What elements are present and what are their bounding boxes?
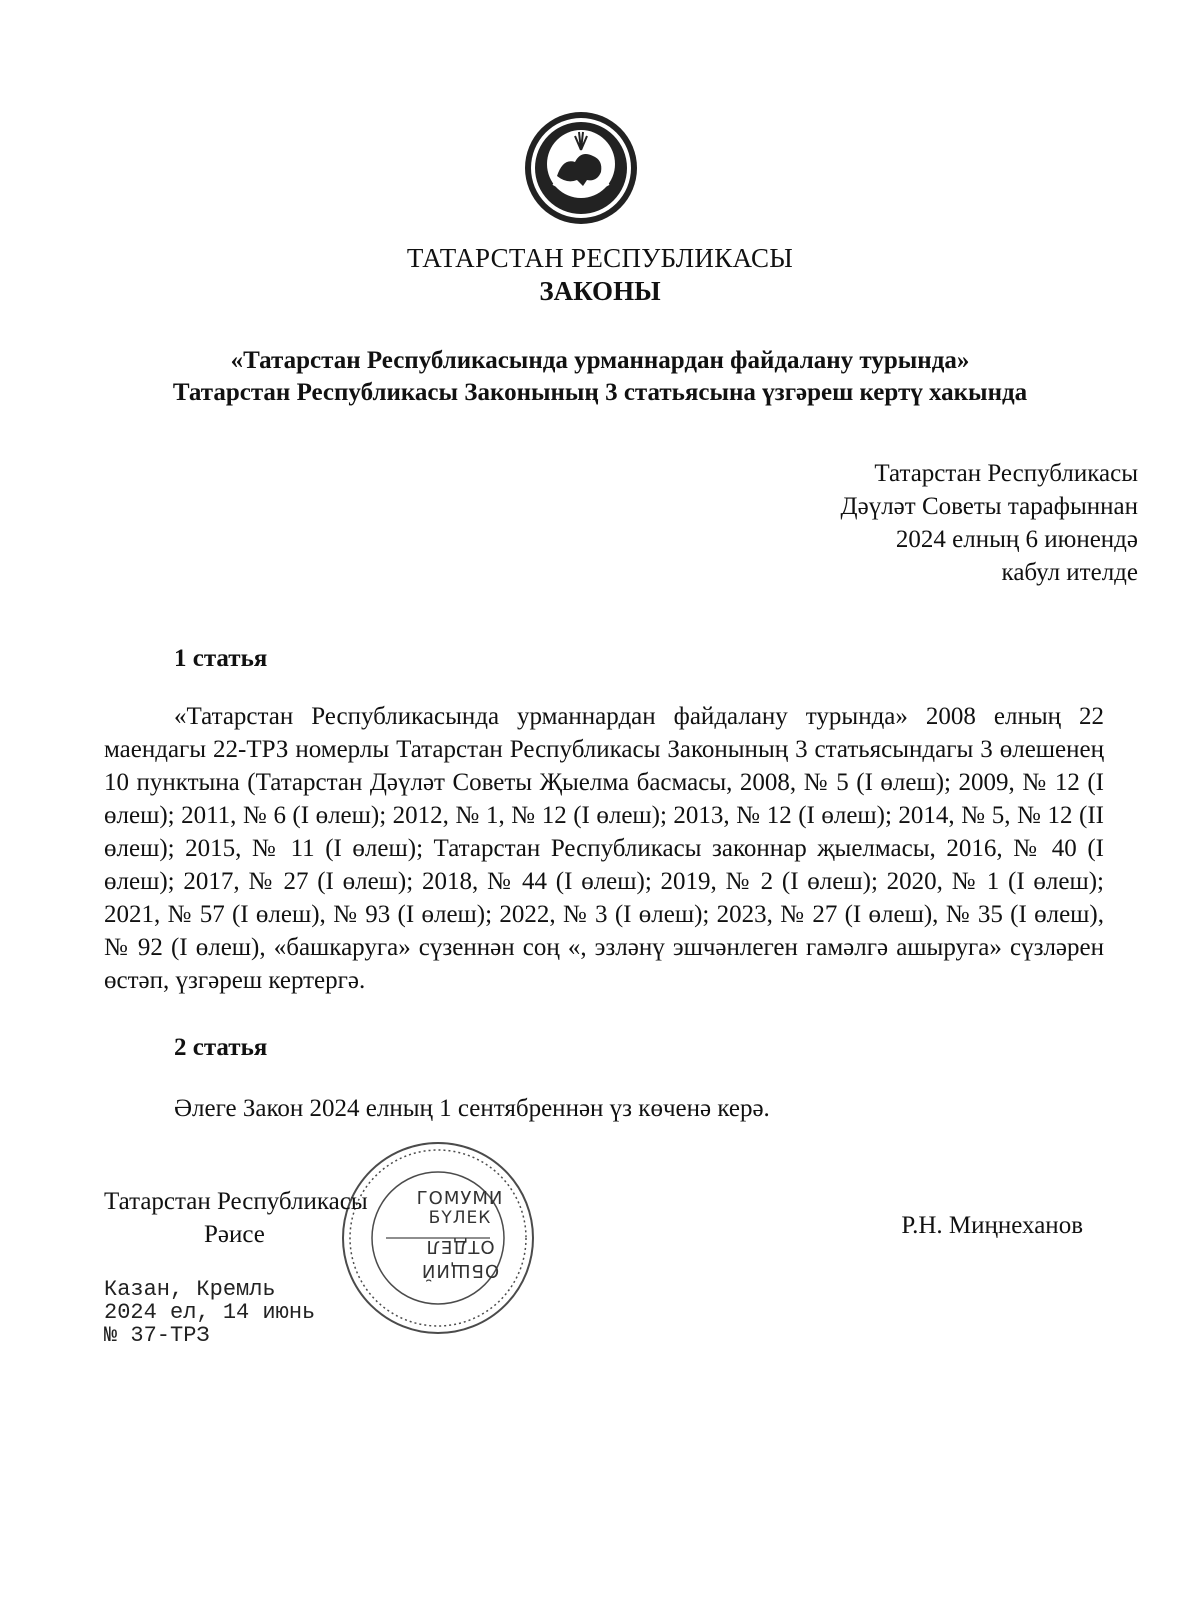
republic-heading: ТАТАРСТАН РЕСПУБЛИКАСЫ [406, 243, 794, 273]
stamp-line2: БҮЛЕК [428, 1208, 492, 1228]
law-title [0, 345, 1200, 409]
law-title-line2: Татарстан Республикасы Законының 3 статьясына үзгәреш кертү хакында [172, 379, 1028, 406]
footer-date: 2024 ел, 14 июнь [104, 1300, 316, 1325]
stamp-line3: ОТДЕЛ [425, 1236, 495, 1257]
adoption-line2: Дәүләт Советы тарафыннан [840, 493, 1138, 520]
adoption-line3: 2024 елның 6 июнендә [895, 526, 1138, 553]
signatory-position-line1: Татарстан Республикасы [104, 1188, 368, 1215]
adoption-note [841, 457, 1138, 589]
adoption-line4: кабул ителде [1001, 559, 1138, 586]
document-footer [104, 1278, 315, 1347]
signatory-position-line2: Рәисе [204, 1221, 265, 1248]
stamp-line4: ОБЩИЙ [420, 1260, 500, 1281]
law-heading: ЗАКОНЫ [539, 276, 661, 306]
signatory-position [104, 1185, 368, 1251]
footer-number: № 37-ТРЗ [104, 1323, 210, 1348]
article2-heading: 2 статья [174, 1034, 268, 1061]
signatory-name: Р.Н. Миңнеханов [901, 1212, 1083, 1239]
footer-place: Казан, Кремль [104, 1277, 276, 1302]
coat-of-arms-emblem [523, 110, 639, 226]
stamp-line1: ГОМУМИ [416, 1188, 504, 1209]
adoption-line1: Татарстан Республикасы [874, 460, 1138, 487]
article1-text: «Татарстан Республикасында урманнардан файдалану турында» 2008 елның 22 маендагы 22-ТРЗ номерлы Татарстан Республикасы Законының 3 статьясындагы 3 өлешенең 10 пунктына (Татарстан Дәүләт Советы Җыелма басмасы, 2008, № 5 (I өлеш); 2009, № 12 (I өлеш); 2011, № 6 (I өлеш); 2012, № 1, № 12 (I өлеш); 2013, № 12 (I өлеш); 2014, № 5, № 12 (II өлеш); 2015, № 11 (I өлеш); Татарстан Республикасы законнар җыелмасы, 2016, № 40 (I өлеш); 2017, № 27 (I өлеш); 2018, № 44 (I өлеш); 2019, № 2 (I өлеш); 2020, № 1 (I өлеш); 2021, № 57 (I өлеш), № 93 (I өлеш); 2022, № 3 (I өлеш); 2023, № 27 (I өлеш), № 35 (I өлеш), № 92 (I өлеш), «башкаруга» сүзеннән соң «, эзләнү эшчәнлеген гамәлгә ашыруга» сүзләрен өстәп, үзгәреш кертергә. [104, 703, 1104, 994]
article2-text: Әлеге Закон 2024 елның 1 сентябреннән үз көченә керә. [174, 1095, 770, 1122]
law-title-line1: «Татарстан Республикасында урманнардан файдалану турында» [230, 347, 970, 374]
article1-heading: 1 статья [174, 645, 268, 672]
